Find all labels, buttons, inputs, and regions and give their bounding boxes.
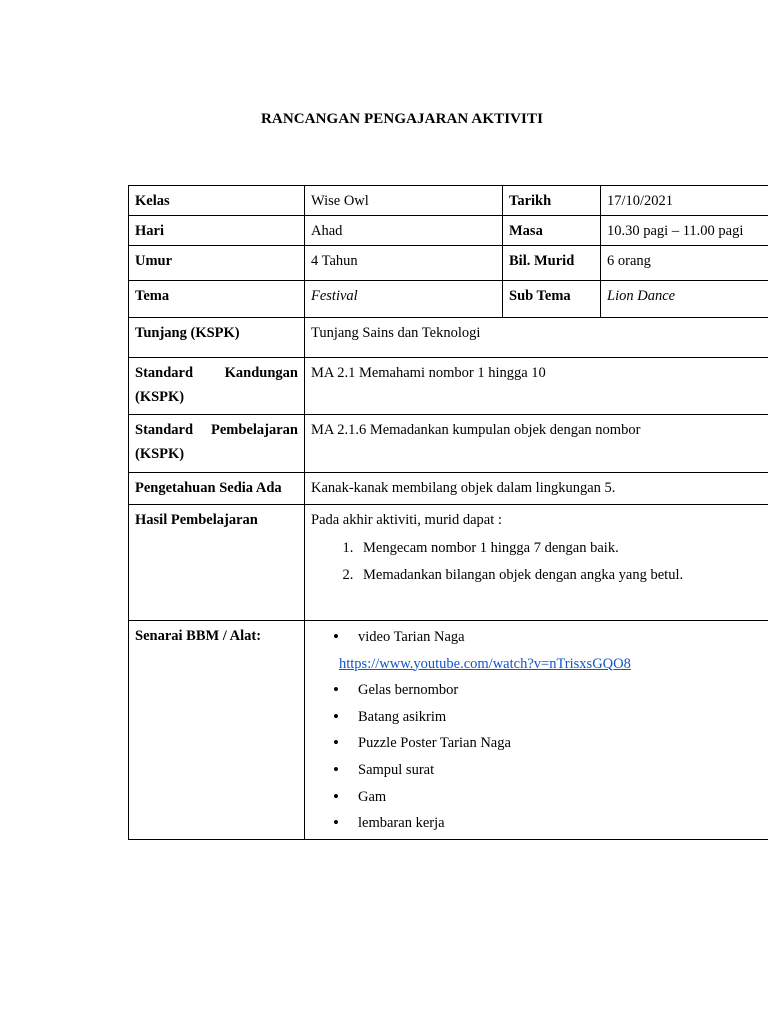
bbm-cell bbox=[305, 621, 768, 840]
list-item: • Batang asikrim bbox=[333, 704, 763, 731]
row-standard-kandungan bbox=[129, 358, 768, 415]
standard-kandungan-value: MA 2.1 Memahami nombor 1 hingga 10 bbox=[305, 358, 768, 415]
hasil-cell bbox=[305, 505, 768, 621]
row-tunjang bbox=[129, 318, 768, 358]
list-item: • Sampul surat bbox=[333, 757, 763, 784]
row-hari bbox=[129, 216, 768, 246]
bbm-label: Senarai BBM / Alat: bbox=[129, 621, 305, 840]
masa-label: Masa bbox=[503, 216, 601, 246]
list-item: • Puzzle Poster Tarian Naga bbox=[333, 730, 763, 757]
hari-label: Hari bbox=[129, 216, 305, 246]
row-bbm bbox=[129, 621, 768, 840]
bil-murid-value: 6 orang bbox=[601, 246, 768, 281]
list-item: • lembaran kerja bbox=[333, 810, 763, 837]
list-item: 1. Mengecam nombor 1 hingga 7 dengan baik. bbox=[357, 535, 763, 562]
bil-murid-label: Bil. Murid bbox=[503, 246, 601, 281]
hari-value: Ahad bbox=[305, 216, 503, 246]
umur-label: Umur bbox=[129, 246, 305, 281]
tunjang-label: Tunjang (KSPK) bbox=[129, 318, 305, 358]
tarikh-value: 17/10/2021 bbox=[601, 186, 768, 216]
lesson-plan-table bbox=[128, 185, 768, 840]
sp-label-word2: Pembelajaran bbox=[211, 422, 298, 438]
bbm-list bbox=[311, 624, 763, 837]
kelas-value: Wise Owl bbox=[305, 186, 503, 216]
row-pengetahuan bbox=[129, 473, 768, 505]
row-kelas bbox=[129, 186, 768, 216]
sk-label-word2: Kandungan bbox=[224, 365, 298, 381]
hasil-list bbox=[311, 535, 763, 589]
document-title: RANCANGAN PENGAJARAN AKTIVITI bbox=[260, 111, 544, 127]
standard-pembelajaran-label bbox=[129, 415, 305, 473]
masa-value: 10.30 pagi – 11.00 pagi bbox=[601, 216, 768, 246]
list-item: 2. Memadankan bilangan objek dengan angka yang betul. bbox=[357, 562, 763, 589]
list-item: • video Tarian Naga bbox=[333, 624, 763, 651]
video-link-item bbox=[333, 651, 763, 678]
row-umur bbox=[129, 246, 768, 281]
sub-tema-label: Sub Tema bbox=[503, 281, 601, 318]
tema-label: Tema bbox=[129, 281, 305, 318]
pengetahuan-label: Pengetahuan Sedia Ada bbox=[129, 473, 305, 505]
sk-label-word1: Standard bbox=[135, 365, 194, 381]
sk-label-word3: (KSPK) bbox=[135, 389, 185, 405]
list-item: • Gelas bernombor bbox=[333, 677, 763, 704]
row-standard-pembelajaran bbox=[129, 415, 768, 473]
tema-value: Festival bbox=[305, 281, 503, 318]
row-tema bbox=[129, 281, 768, 318]
row-hasil bbox=[129, 505, 768, 621]
tarikh-label: Tarikh bbox=[503, 186, 601, 216]
video-link[interactable]: https://www.youtube.com/watch?v=nTrisxsGQO8 bbox=[339, 655, 631, 672]
pengetahuan-value: Kanak-kanak membilang objek dalam lingkungan 5. bbox=[305, 473, 768, 505]
sp-label-word1: Standard bbox=[135, 422, 194, 438]
kelas-label: Kelas bbox=[129, 186, 305, 216]
tunjang-value: Tunjang Sains dan Teknologi bbox=[305, 318, 768, 358]
list-item: • Gam bbox=[333, 784, 763, 811]
sub-tema-value: Lion Dance bbox=[601, 281, 768, 318]
sp-label-word3: (KSPK) bbox=[135, 446, 185, 462]
standard-pembelajaran-value: MA 2.1.6 Memadankan kumpulan objek dengan nombor bbox=[305, 415, 768, 473]
standard-kandungan-label bbox=[129, 358, 305, 415]
hasil-label: Hasil Pembelajaran bbox=[129, 505, 305, 621]
umur-value: 4 Tahun bbox=[305, 246, 503, 281]
hasil-intro: Pada akhir aktiviti, murid dapat : bbox=[311, 512, 502, 528]
